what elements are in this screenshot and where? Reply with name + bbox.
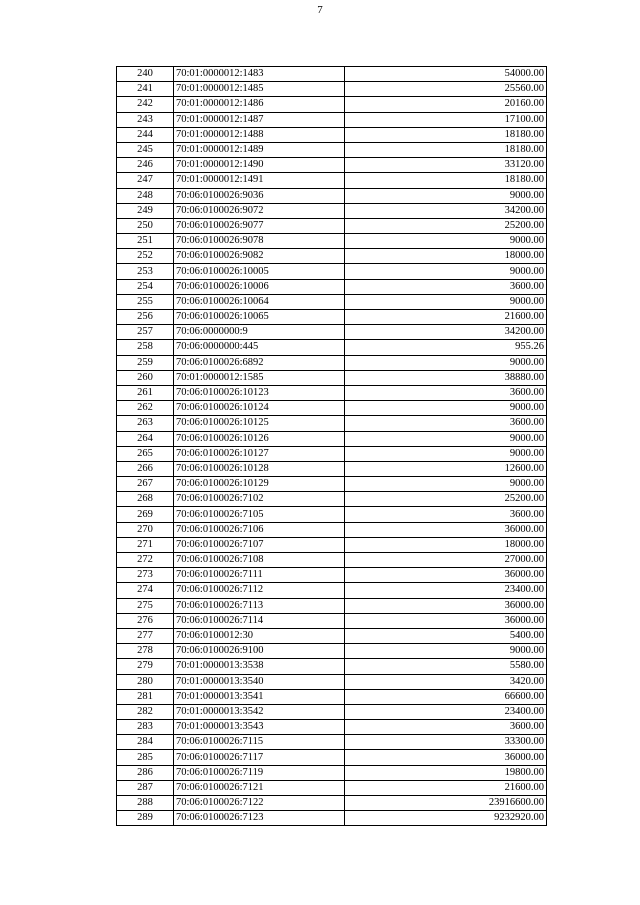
value-cell: 27000.00 bbox=[345, 553, 547, 568]
table-row bbox=[117, 416, 547, 431]
row-number-cell: 282 bbox=[117, 704, 174, 719]
table-row bbox=[117, 628, 547, 643]
row-number-cell: 242 bbox=[117, 97, 174, 112]
cadastral-number-cell: 70:06:0100026:7111 bbox=[174, 568, 345, 583]
row-number-cell: 270 bbox=[117, 522, 174, 537]
value-cell: 9232920.00 bbox=[345, 811, 547, 826]
value-cell: 18000.00 bbox=[345, 537, 547, 552]
row-number-cell: 268 bbox=[117, 492, 174, 507]
row-number-cell: 287 bbox=[117, 780, 174, 795]
cadastral-number-cell: 70:06:0100026:7105 bbox=[174, 507, 345, 522]
value-cell: 36000.00 bbox=[345, 522, 547, 537]
row-number-cell: 250 bbox=[117, 218, 174, 233]
row-number-cell: 259 bbox=[117, 355, 174, 370]
row-number-cell: 278 bbox=[117, 644, 174, 659]
cadastral-number-cell: 70:06:0100012:30 bbox=[174, 628, 345, 643]
table-row bbox=[117, 234, 547, 249]
cadastral-number-cell: 70:06:0000000:9 bbox=[174, 325, 345, 340]
row-number-cell: 248 bbox=[117, 188, 174, 203]
value-cell: 955.26 bbox=[345, 340, 547, 355]
table-row bbox=[117, 477, 547, 492]
row-number-cell: 281 bbox=[117, 689, 174, 704]
table-row bbox=[117, 218, 547, 233]
value-cell: 3420.00 bbox=[345, 674, 547, 689]
page-number: 7 bbox=[317, 4, 323, 16]
value-cell: 9000.00 bbox=[345, 355, 547, 370]
row-number-cell: 267 bbox=[117, 477, 174, 492]
table-row bbox=[117, 780, 547, 795]
value-cell: 36000.00 bbox=[345, 750, 547, 765]
cadastral-number-cell: 70:01:0000012:1487 bbox=[174, 112, 345, 127]
row-number-cell: 247 bbox=[117, 173, 174, 188]
table-row bbox=[117, 735, 547, 750]
cadastral-number-cell: 70:06:0100026:10127 bbox=[174, 446, 345, 461]
table-row bbox=[117, 127, 547, 142]
cadastral-number-cell: 70:01:0000012:1585 bbox=[174, 370, 345, 385]
value-cell: 3600.00 bbox=[345, 416, 547, 431]
cadastral-number-cell: 70:06:0100026:10064 bbox=[174, 294, 345, 309]
row-number-cell: 249 bbox=[117, 203, 174, 218]
table-row bbox=[117, 188, 547, 203]
row-number-cell: 271 bbox=[117, 537, 174, 552]
value-cell: 19800.00 bbox=[345, 765, 547, 780]
value-cell: 3600.00 bbox=[345, 279, 547, 294]
table-row bbox=[117, 811, 547, 826]
table-row bbox=[117, 97, 547, 112]
table-row bbox=[117, 67, 547, 82]
cadastral-number-cell: 70:06:0100026:7107 bbox=[174, 537, 345, 552]
table-row bbox=[117, 522, 547, 537]
value-cell: 18180.00 bbox=[345, 142, 547, 157]
value-cell: 34200.00 bbox=[345, 203, 547, 218]
table-row bbox=[117, 537, 547, 552]
table-row bbox=[117, 385, 547, 400]
cadastral-number-cell: 70:06:0100026:7121 bbox=[174, 780, 345, 795]
row-number-cell: 260 bbox=[117, 370, 174, 385]
table-row bbox=[117, 704, 547, 719]
row-number-cell: 279 bbox=[117, 659, 174, 674]
cadastral-number-cell: 70:06:0100026:7119 bbox=[174, 765, 345, 780]
value-cell: 54000.00 bbox=[345, 67, 547, 82]
value-cell: 25560.00 bbox=[345, 82, 547, 97]
table-row bbox=[117, 325, 547, 340]
table-row bbox=[117, 173, 547, 188]
row-number-cell: 276 bbox=[117, 613, 174, 628]
table-row bbox=[117, 598, 547, 613]
value-cell: 9000.00 bbox=[345, 294, 547, 309]
cadastral-value-table bbox=[116, 66, 547, 826]
value-cell: 9000.00 bbox=[345, 264, 547, 279]
cadastral-number-cell: 70:06:0000000:445 bbox=[174, 340, 345, 355]
value-cell: 36000.00 bbox=[345, 568, 547, 583]
table-row bbox=[117, 568, 547, 583]
row-number-cell: 258 bbox=[117, 340, 174, 355]
row-number-cell: 274 bbox=[117, 583, 174, 598]
row-number-cell: 240 bbox=[117, 67, 174, 82]
table-row bbox=[117, 674, 547, 689]
table-row bbox=[117, 446, 547, 461]
row-number-cell: 241 bbox=[117, 82, 174, 97]
row-number-cell: 288 bbox=[117, 796, 174, 811]
row-number-cell: 261 bbox=[117, 385, 174, 400]
value-cell: 9000.00 bbox=[345, 446, 547, 461]
cadastral-number-cell: 70:06:0100026:9077 bbox=[174, 218, 345, 233]
row-number-cell: 253 bbox=[117, 264, 174, 279]
value-cell: 21600.00 bbox=[345, 310, 547, 325]
row-number-cell: 244 bbox=[117, 127, 174, 142]
cadastral-number-cell: 70:06:0100026:7115 bbox=[174, 735, 345, 750]
cadastral-number-cell: 70:01:0000013:3543 bbox=[174, 720, 345, 735]
value-cell: 9000.00 bbox=[345, 188, 547, 203]
cadastral-number-cell: 70:06:0100026:10006 bbox=[174, 279, 345, 294]
row-number-cell: 266 bbox=[117, 461, 174, 476]
row-number-cell: 246 bbox=[117, 158, 174, 173]
cadastral-number-cell: 70:01:0000013:3542 bbox=[174, 704, 345, 719]
cadastral-number-cell: 70:06:0100026:10129 bbox=[174, 477, 345, 492]
row-number-cell: 256 bbox=[117, 310, 174, 325]
table-row bbox=[117, 355, 547, 370]
value-cell: 18180.00 bbox=[345, 173, 547, 188]
cadastral-number-cell: 70:06:0100026:7113 bbox=[174, 598, 345, 613]
row-number-cell: 265 bbox=[117, 446, 174, 461]
value-cell: 3600.00 bbox=[345, 385, 547, 400]
table-row bbox=[117, 492, 547, 507]
value-cell: 36000.00 bbox=[345, 613, 547, 628]
row-number-cell: 251 bbox=[117, 234, 174, 249]
cadastral-number-cell: 70:06:0100026:10123 bbox=[174, 385, 345, 400]
value-cell: 25200.00 bbox=[345, 492, 547, 507]
row-number-cell: 264 bbox=[117, 431, 174, 446]
table-row bbox=[117, 142, 547, 157]
cadastral-number-cell: 70:06:0100026:7114 bbox=[174, 613, 345, 628]
cadastral-number-cell: 70:06:0100026:9078 bbox=[174, 234, 345, 249]
cadastral-number-cell: 70:06:0100026:9072 bbox=[174, 203, 345, 218]
value-cell: 9000.00 bbox=[345, 477, 547, 492]
row-number-cell: 275 bbox=[117, 598, 174, 613]
cadastral-number-cell: 70:01:0000012:1483 bbox=[174, 67, 345, 82]
cadastral-number-cell: 70:01:0000012:1490 bbox=[174, 158, 345, 173]
row-number-cell: 254 bbox=[117, 279, 174, 294]
row-number-cell: 252 bbox=[117, 249, 174, 264]
row-number-cell: 255 bbox=[117, 294, 174, 309]
cadastral-number-cell: 70:01:0000012:1488 bbox=[174, 127, 345, 142]
cadastral-number-cell: 70:06:0100026:10124 bbox=[174, 401, 345, 416]
table-row bbox=[117, 720, 547, 735]
table-row bbox=[117, 310, 547, 325]
table-row bbox=[117, 249, 547, 264]
cadastral-number-cell: 70:01:0000012:1491 bbox=[174, 173, 345, 188]
value-cell: 23400.00 bbox=[345, 704, 547, 719]
cadastral-number-cell: 70:06:0100026:10126 bbox=[174, 431, 345, 446]
value-cell: 23916600.00 bbox=[345, 796, 547, 811]
table-row bbox=[117, 765, 547, 780]
value-cell: 9000.00 bbox=[345, 234, 547, 249]
row-number-cell: 286 bbox=[117, 765, 174, 780]
cadastral-number-cell: 70:01:0000012:1485 bbox=[174, 82, 345, 97]
table-row bbox=[117, 583, 547, 598]
table-body bbox=[117, 67, 547, 826]
value-cell: 3600.00 bbox=[345, 720, 547, 735]
table-row bbox=[117, 370, 547, 385]
row-number-cell: 273 bbox=[117, 568, 174, 583]
table-row bbox=[117, 553, 547, 568]
value-cell: 9000.00 bbox=[345, 401, 547, 416]
value-cell: 17100.00 bbox=[345, 112, 547, 127]
row-number-cell: 262 bbox=[117, 401, 174, 416]
cadastral-number-cell: 70:01:0000013:3541 bbox=[174, 689, 345, 704]
row-number-cell: 283 bbox=[117, 720, 174, 735]
value-cell: 9000.00 bbox=[345, 431, 547, 446]
table-row bbox=[117, 158, 547, 173]
value-cell: 33120.00 bbox=[345, 158, 547, 173]
value-cell: 36000.00 bbox=[345, 598, 547, 613]
row-number-cell: 284 bbox=[117, 735, 174, 750]
table-row bbox=[117, 294, 547, 309]
value-cell: 18180.00 bbox=[345, 127, 547, 142]
value-cell: 12600.00 bbox=[345, 461, 547, 476]
value-cell: 21600.00 bbox=[345, 780, 547, 795]
table-row bbox=[117, 796, 547, 811]
cadastral-number-cell: 70:06:0100026:7122 bbox=[174, 796, 345, 811]
table-row bbox=[117, 112, 547, 127]
table-row bbox=[117, 613, 547, 628]
value-cell: 66600.00 bbox=[345, 689, 547, 704]
row-number-cell: 257 bbox=[117, 325, 174, 340]
value-cell: 9000.00 bbox=[345, 644, 547, 659]
value-cell: 23400.00 bbox=[345, 583, 547, 598]
table-row bbox=[117, 644, 547, 659]
cadastral-number-cell: 70:01:0000013:3538 bbox=[174, 659, 345, 674]
cadastral-number-cell: 70:06:0100026:7108 bbox=[174, 553, 345, 568]
table-row bbox=[117, 461, 547, 476]
table-row bbox=[117, 507, 547, 522]
value-cell: 5580.00 bbox=[345, 659, 547, 674]
cadastral-number-cell: 70:06:0100026:9036 bbox=[174, 188, 345, 203]
value-cell: 5400.00 bbox=[345, 628, 547, 643]
table-row bbox=[117, 82, 547, 97]
cadastral-number-cell: 70:06:0100026:6892 bbox=[174, 355, 345, 370]
table-row bbox=[117, 750, 547, 765]
row-number-cell: 289 bbox=[117, 811, 174, 826]
cadastral-number-cell: 70:06:0100026:7102 bbox=[174, 492, 345, 507]
table-row bbox=[117, 431, 547, 446]
table-row bbox=[117, 264, 547, 279]
cadastral-number-cell: 70:06:0100026:10065 bbox=[174, 310, 345, 325]
value-cell: 33300.00 bbox=[345, 735, 547, 750]
value-cell: 20160.00 bbox=[345, 97, 547, 112]
table-row bbox=[117, 401, 547, 416]
cadastral-number-cell: 70:01:0000013:3540 bbox=[174, 674, 345, 689]
table-row bbox=[117, 340, 547, 355]
table-row bbox=[117, 203, 547, 218]
value-cell: 38880.00 bbox=[345, 370, 547, 385]
cadastral-number-cell: 70:06:0100026:9082 bbox=[174, 249, 345, 264]
cadastral-number-cell: 70:06:0100026:7123 bbox=[174, 811, 345, 826]
table-row bbox=[117, 279, 547, 294]
row-number-cell: 280 bbox=[117, 674, 174, 689]
row-number-cell: 285 bbox=[117, 750, 174, 765]
row-number-cell: 243 bbox=[117, 112, 174, 127]
cadastral-number-cell: 70:06:0100026:7112 bbox=[174, 583, 345, 598]
cadastral-number-cell: 70:06:0100026:9100 bbox=[174, 644, 345, 659]
row-number-cell: 245 bbox=[117, 142, 174, 157]
table-row bbox=[117, 659, 547, 674]
row-number-cell: 269 bbox=[117, 507, 174, 522]
value-cell: 18000.00 bbox=[345, 249, 547, 264]
cadastral-number-cell: 70:06:0100026:7106 bbox=[174, 522, 345, 537]
table-row bbox=[117, 689, 547, 704]
cadastral-number-cell: 70:06:0100026:10125 bbox=[174, 416, 345, 431]
value-cell: 34200.00 bbox=[345, 325, 547, 340]
cadastral-number-cell: 70:06:0100026:10128 bbox=[174, 461, 345, 476]
cadastral-number-cell: 70:01:0000012:1486 bbox=[174, 97, 345, 112]
cadastral-number-cell: 70:01:0000012:1489 bbox=[174, 142, 345, 157]
value-cell: 3600.00 bbox=[345, 507, 547, 522]
row-number-cell: 277 bbox=[117, 628, 174, 643]
value-cell: 25200.00 bbox=[345, 218, 547, 233]
row-number-cell: 263 bbox=[117, 416, 174, 431]
cadastral-number-cell: 70:06:0100026:7117 bbox=[174, 750, 345, 765]
row-number-cell: 272 bbox=[117, 553, 174, 568]
cadastral-number-cell: 70:06:0100026:10005 bbox=[174, 264, 345, 279]
